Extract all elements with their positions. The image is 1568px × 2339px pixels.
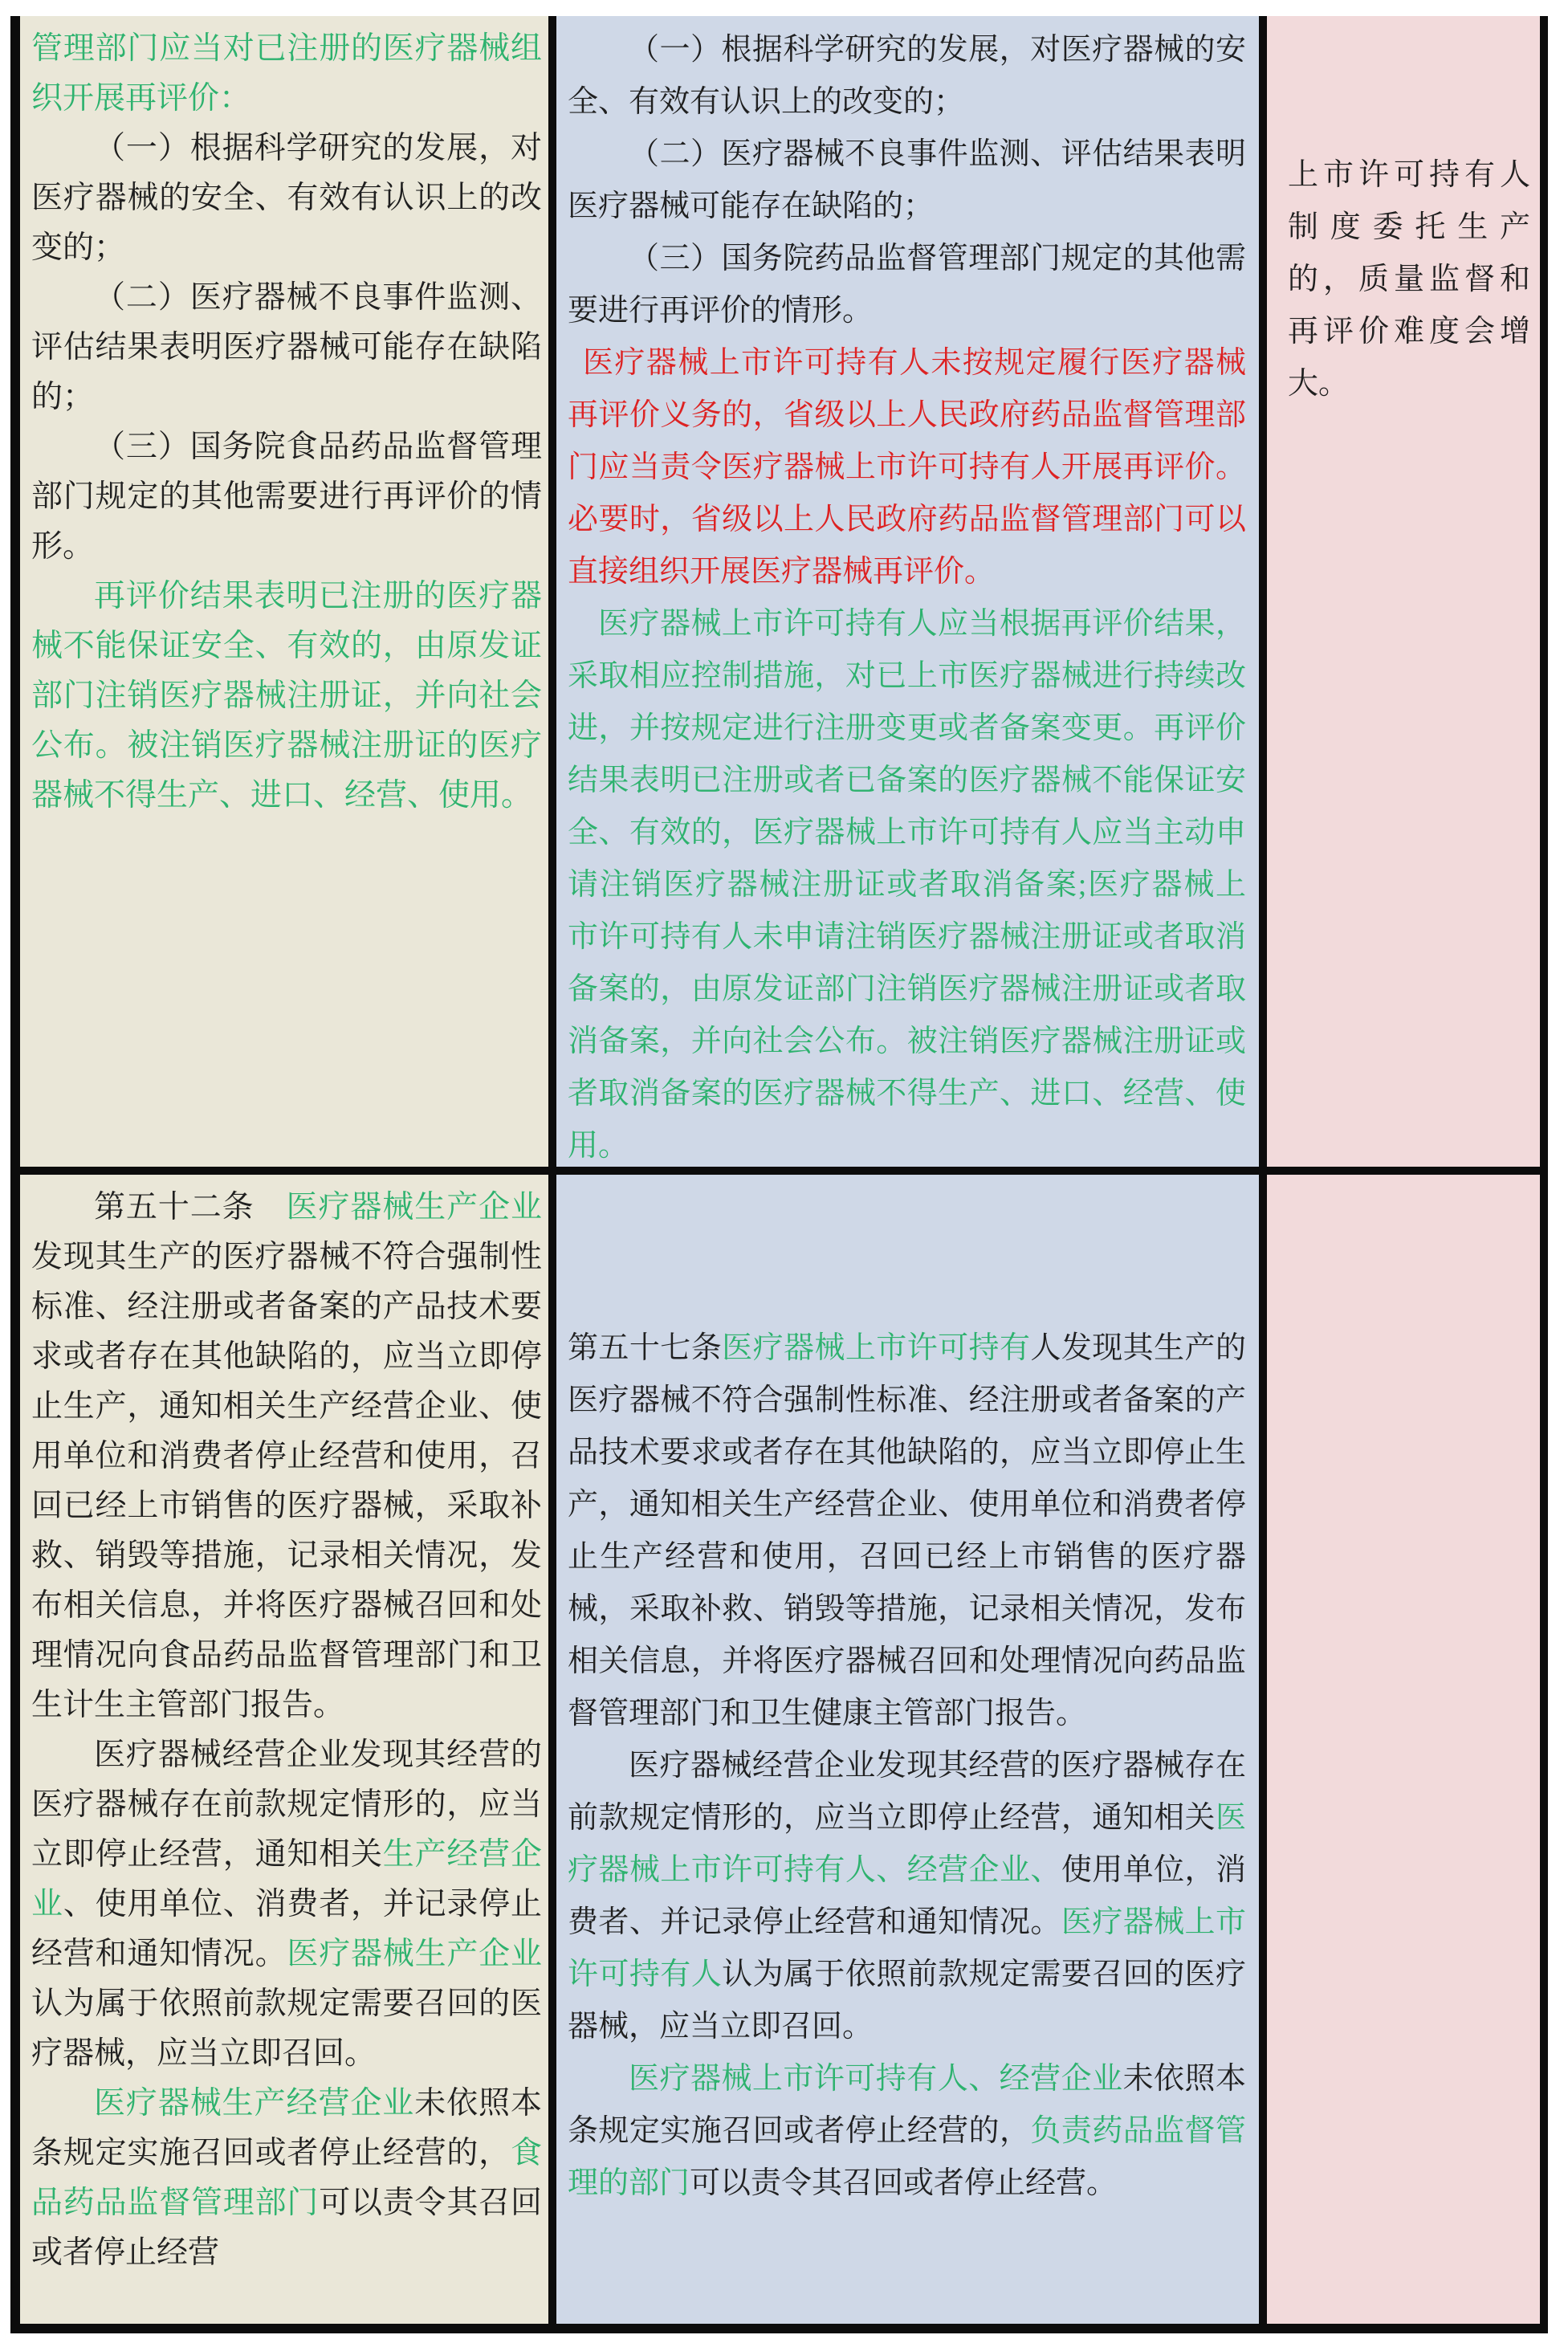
text-segment-green: 医疗器械上市许可持有	[722, 1331, 1031, 1365]
text-segment-green: 医疗器械上市许可持有人应当根据再评价结果，采取相应控制措施，对已上市医疗器械进行持续改进，并按规定进行注册变更或者备案变更。再评价结果表明已注册或者已备案的医疗器械不能保证安全、有效的，医疗器械上市许可持有人应当主动申请注销医疗器械注册证或者取消备案;医疗器械上市许可持有人未申请注销医疗器械注册证或者取消备案的，由原发证部门注销医疗器械注册证或者取消备案，并向社会公布。被注销医疗器械注册证或者取消备案的医疗器械不得生产、进口、经营、使用。	[568, 607, 1246, 1163]
text-segment-black: （三）国务院药品监督管理部门规定的其他需要进行再评价的情形。	[568, 242, 1246, 328]
table-cell-row1-new-law	[556, 16, 1259, 1167]
paragraph	[1288, 149, 1530, 410]
text-segment-green: 医疗器械上市许可持有人、经营企业、	[568, 1801, 1246, 1887]
regulation-comparison-table	[10, 16, 1548, 2333]
paragraph	[31, 273, 542, 422]
paragraph	[31, 24, 542, 124]
text-segment-green: 医疗器械上市许可持有人	[568, 1905, 1246, 1991]
paragraph	[568, 2053, 1246, 2210]
text-segment-black: （三）国务院食品药品监督管理部门规定的其他需要进行再评价的情形。	[31, 430, 542, 564]
text-segment-green: 医疗器械生产企业	[287, 1937, 542, 1971]
text-segment-green: 负责药品监督管理的部门	[568, 2114, 1246, 2200]
text-segment-green: 生产经营企业	[31, 1837, 542, 1921]
text-segment-black: 未依照本条规定实施召回或者停止经营的，	[31, 2086, 542, 2170]
text-segment-black: 医疗器械经营企业发现其经营的医疗器械存在前款规定情形的，应当立即停止经营，通知相关	[31, 1738, 542, 1872]
text-segment-black: （一）根据科学研究的发展，对医疗器械的安全、有效有认识上的改变的；	[31, 131, 542, 265]
paragraph	[31, 422, 542, 572]
text-segment-green: 医疗器械生产企业	[286, 1190, 542, 1225]
text-segment-black: （一）根据科学研究的发展，对医疗器械的安全、有效有认识上的改变的；	[568, 33, 1246, 119]
text-segment-black: 医疗器械经营企业发现其经营的医疗器械存在前款规定情形的，应当立即停止经营，通知相关	[568, 1749, 1246, 1835]
text-segment-green: 食品药品监督管理部门	[31, 2136, 542, 2220]
text-segment-black: 发现其生产的医疗器械不符合强制性标准、经注册或者备案的产品技术要求或者存在其他缺陷的，应当立即停止生产，通知相关生产经营企业、使用单位和消费者停止经营和使用，召回已经上市销售的医疗器械，采取补救、销毁等措施，记录相关情况，发布相关信息，并将医疗器械召回和处理情况向食品药品监督管理部门和卫生计生主管部门报告。	[31, 1240, 542, 1722]
paragraph	[568, 24, 1246, 128]
text-segment-red: 医疗器械上市许可持有人未按规定履行医疗器械再评价义务的，省级以上人民政府药品监督管理部门应当责令医疗器械上市许可持有人开展再评价。必要时，省级以上人民政府药品监督管理部门可以直接组织开展医疗器械再评价。	[568, 346, 1246, 589]
text-segment-green: 医疗器械生产经营企业	[94, 2086, 415, 2121]
text-segment-black: 、使用单位、消费者，并记录停止经营和通知情况。	[31, 1887, 542, 1971]
table-cell-row1-comment	[1267, 16, 1540, 1167]
text-segment-green: 医疗器械上市许可持有人、经营企业	[629, 2062, 1123, 2096]
text-segment-black: 人发现其生产的医疗器械不符合强制性标准、经注册或者备案的产品技术要求或者存在其他缺陷的，应当立即停止生产，通知相关生产经营企业、使用单位和消费者停止生产经营和使用，召回已经上市销售的医疗器械，采取补救、销毁等措施，记录相关情况，发布相关信息，并将医疗器械召回和处理情况向药品监督管理部门和卫生健康主管部门报告。	[568, 1331, 1246, 1730]
text-segment-black: 使用单位，消费者、并记录停止经营和通知情况。	[568, 1853, 1246, 1939]
text-segment-black: 可以责令其召回或者停止经营。	[690, 2166, 1118, 2200]
paragraph	[31, 572, 542, 821]
text-segment-black: 认为属于依照前款规定需要召回的医疗器械，应当立即召回。	[31, 1987, 542, 2071]
paragraph	[31, 1183, 542, 1730]
table-cell-row2-comment	[1267, 1175, 1540, 2324]
paragraph	[31, 124, 542, 273]
text-segment-black: 第五十二条	[94, 1190, 287, 1225]
text-segment-black: 未依照本条规定实施召回或者停止经营的，	[568, 2062, 1246, 2148]
paragraph	[568, 1740, 1246, 2053]
text-segment-black: 上市许可持有人制度委托生产的，质量监督和再评价难度会增大。	[1288, 158, 1530, 401]
paragraph	[568, 1322, 1246, 1740]
paragraph	[31, 1730, 542, 2079]
paragraph	[568, 233, 1246, 337]
paragraph	[31, 2079, 542, 2278]
text-segment-green: 管理部门应当对已注册的医疗器械组织开展再评价：	[31, 31, 542, 116]
paragraph	[568, 128, 1246, 233]
table-cell-row1-old-law	[20, 16, 548, 1167]
text-segment-black: （二）医疗器械不良事件监测、评估结果表明医疗器械可能存在缺陷的；	[31, 280, 542, 414]
text-segment-black: （二）医疗器械不良事件监测、评估结果表明医疗器械可能存在缺陷的；	[568, 137, 1246, 223]
paragraph	[568, 598, 1246, 1167]
table-cell-row2-old-law	[20, 1175, 548, 2324]
paragraph	[568, 337, 1246, 598]
table-cell-row2-new-law	[556, 1175, 1259, 2324]
text-segment-black: 可以责令其召回或者停止经营	[31, 2186, 542, 2270]
text-segment-black: 第五十七条	[568, 1331, 723, 1365]
text-segment-green: 再评价结果表明已注册的医疗器械不能保证安全、有效的，由原发证部门注销医疗器械注册证，并向社会公布。被注销医疗器械注册证的医疗器械不得生产、进口、经营、使用。	[31, 579, 542, 813]
text-segment-black: 认为属于依照前款规定需要召回的医疗器械，应当立即召回。	[568, 1958, 1246, 2044]
